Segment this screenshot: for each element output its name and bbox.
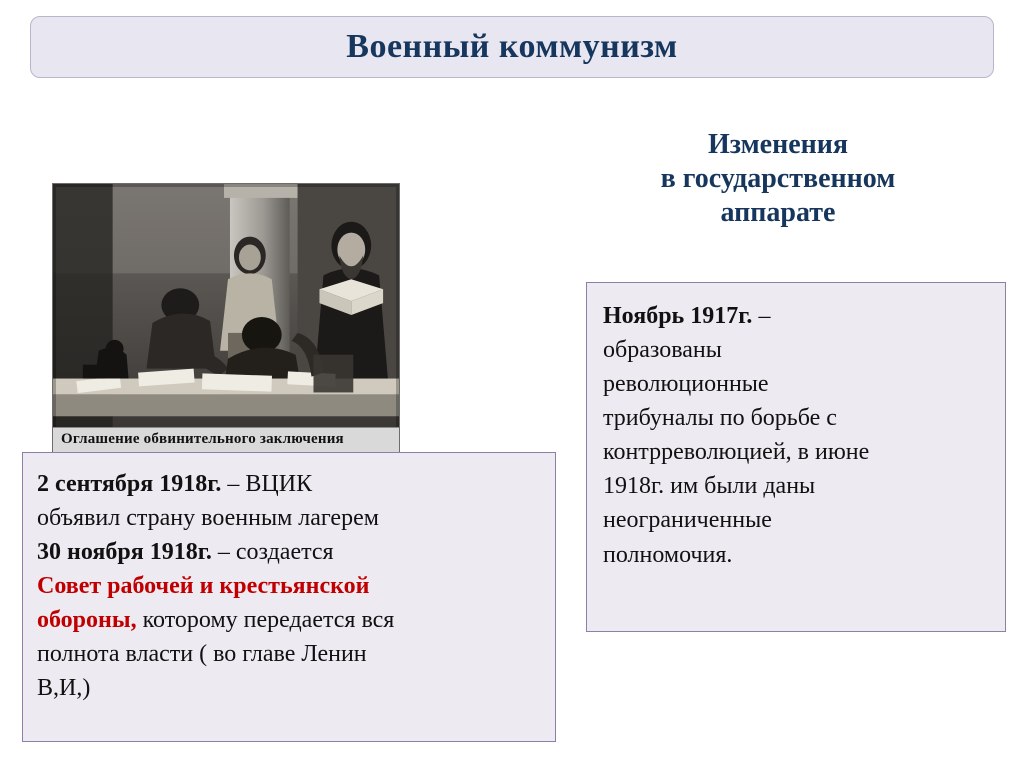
section-heading-line-2: в государственном (660, 163, 896, 195)
page-title: Военный коммунизм (346, 28, 678, 65)
photo-caption: Оглашение обвинительного заключения (53, 427, 399, 452)
left-line-1-bold: 2 сентября 1918г. (37, 471, 222, 497)
section-heading-line-1: Изменения (707, 129, 849, 160)
left-line-7: В,И,) (37, 675, 91, 702)
section-heading (568, 128, 988, 230)
left-line-5-red: обороны, (37, 607, 137, 634)
right-lead-bold: Ноябрь 1917г. (603, 303, 753, 329)
left-text-box (22, 452, 556, 742)
left-line-3: – создается (211, 539, 334, 566)
slide-title-banner (30, 16, 994, 78)
right-line-1: образованы (603, 337, 722, 364)
right-line-5: 1918г. им были даны (603, 473, 816, 500)
section-heading-line-3: аппарате (720, 197, 836, 229)
right-box-paragraph (603, 299, 991, 572)
right-line-6: неограниченные (603, 507, 772, 534)
left-box-paragraph (37, 467, 543, 706)
left-line-3-bold: 30 ноября 1918г. (37, 539, 212, 566)
right-text-box (586, 282, 1006, 632)
right-line-4: контрреволюцией, в июне (603, 439, 870, 466)
left-line-6: полнота власти ( во главе Ленин (37, 641, 367, 668)
right-line-7: полномочия. (603, 541, 733, 568)
right-lead-rest: – (752, 303, 771, 329)
left-line-4-red: Совет рабочей и крестьянской (37, 573, 370, 600)
historical-photo (52, 183, 400, 453)
left-line-2: объявил страну военным лагерем (37, 505, 379, 532)
right-line-2: революционные (603, 371, 769, 398)
photo-illustration (53, 184, 399, 452)
left-line-1: – ВЦИК (221, 471, 313, 497)
right-line-3: трибуналы по борьбе с (603, 405, 837, 432)
left-line-5: которому передается вся (136, 607, 395, 634)
